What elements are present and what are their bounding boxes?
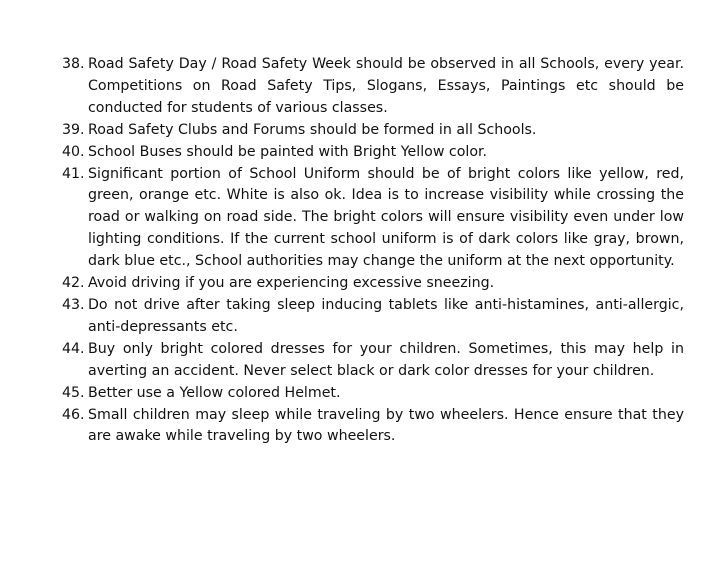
- item-number: 44.: [62, 340, 85, 357]
- item-text: Significant portion of School Uniform should be of bright colors like yellow, red, green, orange etc. White is also ok. Idea is to increase visibility while crossing the road or walking on road side. The bright colors will ensure visibility even under low lighting conditions. If the current school uniform is of dark colors like gray, brown, dark blue etc., School authorities may change the uniform at the next opportunity.: [88, 165, 684, 270]
- list-item-45: [62, 383, 684, 405]
- item-text: Avoid driving if you are experiencing excessive sneezing.: [88, 275, 495, 292]
- list-item-42: [62, 273, 684, 295]
- item-number: 45.: [62, 384, 85, 401]
- item-text: Better use a Yellow colored Helmet.: [88, 384, 341, 401]
- item-text: Small children may sleep while traveling by two wheelers. Hence ensure that they are awake while traveling by two wheelers.: [88, 406, 684, 445]
- list-item-43: [62, 295, 684, 339]
- list-item-38: [62, 54, 684, 120]
- item-text: School Buses should be painted with Bright Yellow color.: [88, 143, 488, 160]
- list-item-41: [62, 164, 684, 274]
- list-item-46: [62, 405, 684, 449]
- list-item-44: [62, 339, 684, 383]
- item-number: 39.: [62, 121, 85, 138]
- item-text: Road Safety Day / Road Safety Week should be observed in all Schools, every year. Competitions on Road Safety Tips, Slogans, Essays, Paintings etc should be conducted for students of various classes.: [88, 56, 684, 116]
- safety-tips-list: [62, 54, 684, 448]
- item-number: 42.: [62, 275, 85, 292]
- list-item-40: [62, 142, 684, 164]
- item-text: Buy only bright colored dresses for your children. Sometimes, this may help in averting an accident. Never select black or dark color dresses for your children.: [88, 340, 684, 379]
- item-text: Road Safety Clubs and Forums should be formed in all Schools.: [88, 121, 537, 138]
- list-item-39: [62, 120, 684, 142]
- item-number: 41.: [62, 165, 85, 182]
- item-number: 46.: [62, 406, 85, 423]
- item-text: Do not drive after taking sleep inducing tablets like anti-histamines, anti-allergic, anti-depressants etc.: [88, 296, 684, 335]
- item-number: 40.: [62, 143, 85, 160]
- item-number: 38.: [62, 56, 85, 72]
- item-number: 43.: [62, 296, 85, 313]
